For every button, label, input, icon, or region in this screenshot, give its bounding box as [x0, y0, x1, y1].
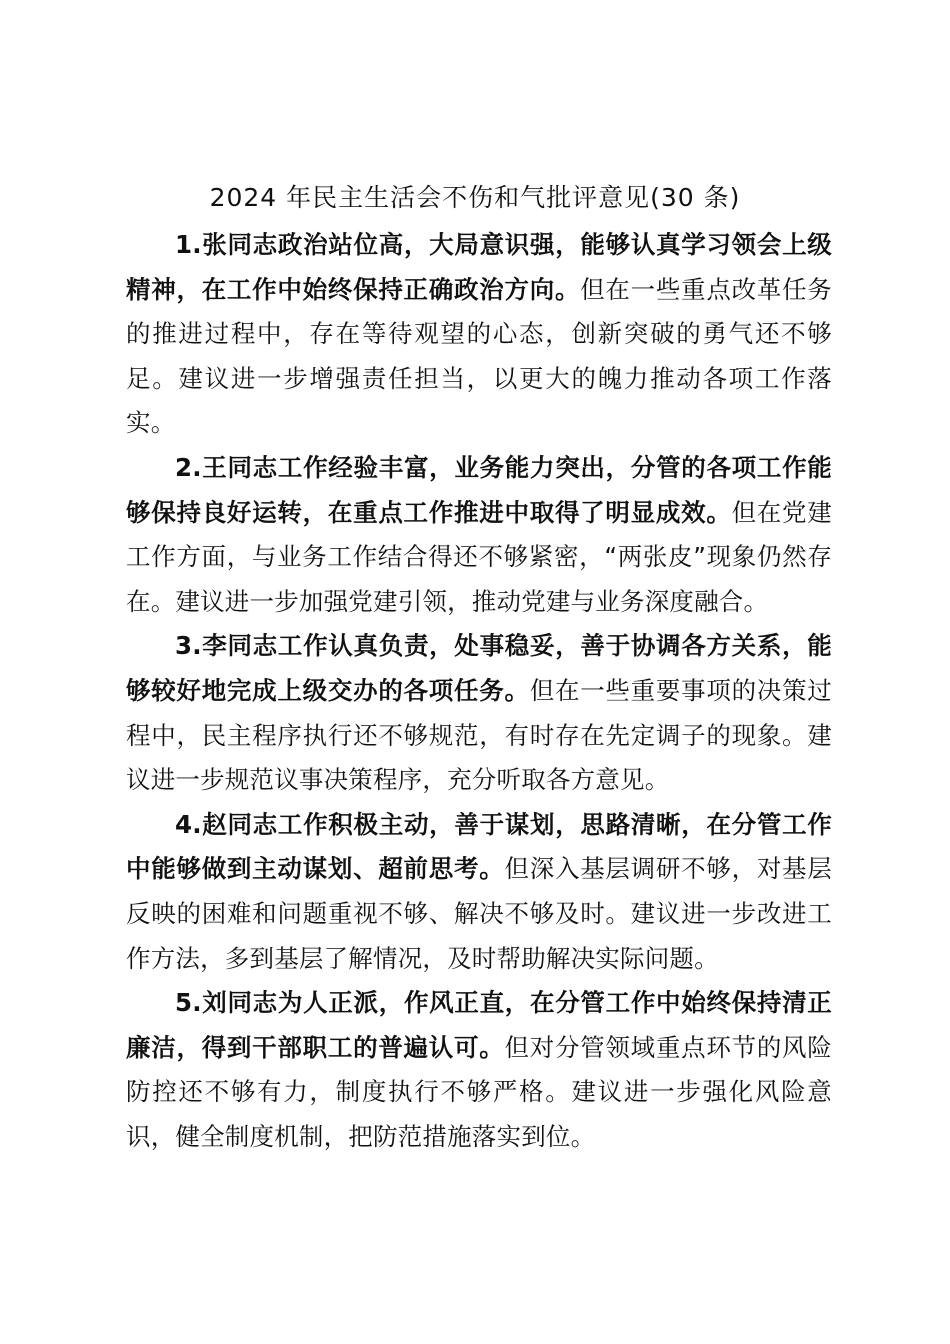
opinion-paragraph-2	[126, 446, 832, 624]
opinion-lead-1: 1.张同志政治站位高，大局意识强，能够认真学习领会上级精神，在工作中始终保持正确政治方向。	[126, 230, 832, 304]
opinion-paragraph-5	[126, 981, 832, 1159]
document-body	[126, 223, 832, 1159]
document-title: 2024 年民主生活会不伤和气批评意见(30 条)	[209, 183, 741, 212]
opinion-text-5: 但对分管领域重点环节的风险防控还不够有力，制度执行不够严格。建议进一步强化风险意识，健全制度机制，把防范措施落实到位。	[126, 1032, 832, 1151]
opinion-lead-4: 4.赵同志工作积极主动，善于谋划，思路清晰，在分管工作中能够做到主动谋划、超前思考。	[126, 809, 832, 884]
opinion-paragraph-1	[126, 223, 832, 446]
opinion-paragraph-3	[126, 624, 832, 802]
opinion-text-1: 但在一些重点改革任务的推进过程中，存在等待观望的心态，创新突破的勇气还不够足。建议进一步增强责任担当，以更大的魄力推动各项工作落实。	[126, 274, 832, 438]
opinion-text-3: 但在一些重要事项的决策过程中，民主程序执行还不够规范，有时存在先定调子的现象。建议进一步规范议事决策程序，充分听取各方意见。	[126, 675, 832, 795]
opinion-text-4: 但深入基层调研不够，对基层反映的困难和问题重视不够、解决不够及时。建议进一步改进工作方法，多到基层了解情况，及时帮助解决实际问题。	[126, 854, 832, 973]
opinion-lead-3: 3.李同志工作认真负责，处事稳妥，善于协调各方关系，能够较好地完成上级交办的各项任务。	[126, 631, 832, 705]
opinion-paragraph-4	[126, 803, 832, 981]
opinion-text-2: 但在党建工作方面，与业务工作结合得还不够紧密，“两张皮”现象仍然存在。建议进一步加强党建引领，推动党建与业务深度融合。	[126, 497, 832, 616]
opinion-lead-2: 2.王同志工作经验丰富，业务能力突出，分管的各项工作能够保持良好运转，在重点工作推进中取得了明显成效。	[126, 452, 832, 527]
opinion-lead-5: 5.刘同志为人正派，作风正直，在分管工作中始终保持清正廉洁，得到干部职工的普遍认可。	[126, 988, 832, 1062]
